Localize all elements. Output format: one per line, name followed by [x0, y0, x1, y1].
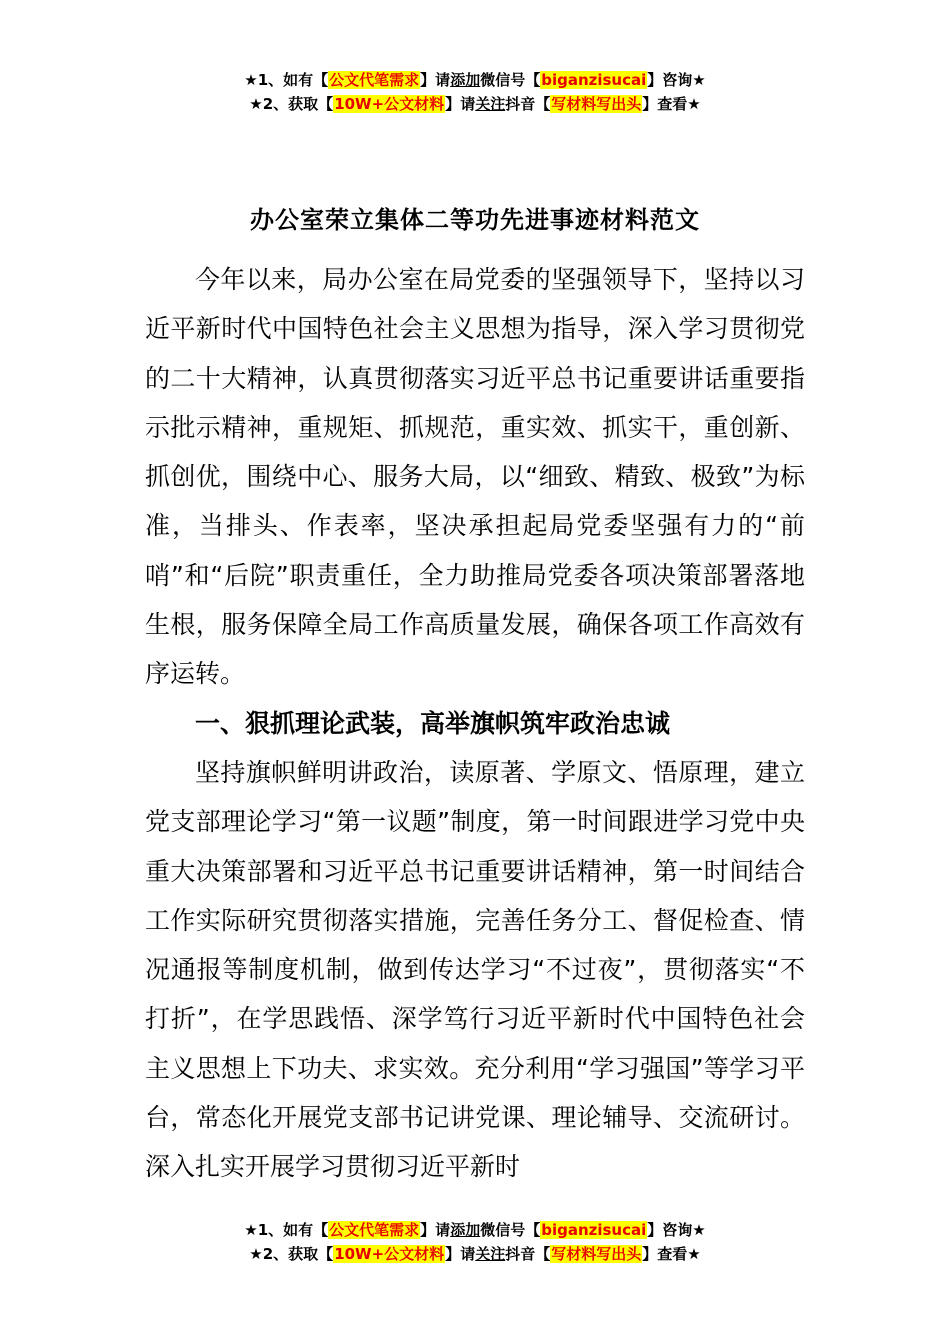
intro-paragraph: 今年以来，局办公室在局党委的坚强领导下，坚持以习近平新时代中国特色社会主义思想为指导，深入学习贯彻党的二十大精神，认真贯彻落实习近平总书记重要讲话重要指示批示精神，重规矩、抓规范，重实效、抓实干，重创新、抓创优，围绕中心、服务大局，以“细致、精致、极致”为标准，当排头、作表率，坚决承担起局党委坚强有力的“前哨”和“后院”职责重任，全力助推局党委各项决策部署落地生根，服务保障全局工作高质量发展，确保各项工作高效有序运转。 [145, 265, 805, 689]
banner-text: ★1、如有【 [244, 1221, 329, 1239]
section-paragraph: 坚持旗帜鲜明讲政治，读原著、学原文、悟原理，建立党支部理论学习“第一议题”制度，第一时间跟进学习党中央重大决策部署和习近平总书记重要讲话精神，第一时间结合工作实际研究贯彻落实措施，完善任务分工、督促检查、情况通报等制度机制，做到传达学习“不过夜”，贯彻落实“不打折”，在学思践悟、深学笃行习近平新时代中国特色社会主义思想上下功夫、求实效。充分利用“学习强国”等学习平台，常态化开展党支部书记讲党课、理论辅导、交流研讨。深入扎实开展学习贯彻习近平新时 [145, 757, 805, 1182]
section-heading: 一、狠抓理论武装，高举旗帜筑牢政治忠诚 [195, 708, 671, 738]
banner-underlined-text: 添加 [450, 1221, 481, 1239]
document-title: 办公室荣立集体二等功先进事迹材料范文 [250, 206, 700, 234]
banner-text: ★2、获取【 [249, 1245, 334, 1263]
banner-highlight: 10W+公文材料 [334, 95, 445, 113]
banner-text: 】咨询★ [647, 1221, 706, 1239]
banner-text: 】查看★ [642, 1245, 701, 1263]
banner-underlined-text: 添加 [450, 71, 481, 89]
banner-highlight: 10W+公文材料 [334, 1245, 445, 1263]
banner-line-1 [0, 1218, 950, 1242]
banner-underlined-text: 关注 [475, 1245, 506, 1263]
banner-text: ★2、获取【 [249, 95, 334, 113]
banner-highlight: biganzisucai [541, 1221, 647, 1239]
banner-text: 】查看★ [642, 95, 701, 113]
banner-text: 】请 [420, 1221, 451, 1239]
banner-line-1 [0, 68, 950, 92]
banner-underlined-text: 关注 [475, 95, 506, 113]
banner-highlight: 公文代笔需求 [329, 1221, 420, 1239]
banner-text: 】咨询★ [647, 71, 706, 89]
banner-line-2 [0, 92, 950, 116]
document-body [145, 255, 805, 1192]
banner-text: 微信号【 [480, 1221, 541, 1239]
banner-highlight: 公文代笔需求 [329, 71, 420, 89]
banner-text: 抖音【 [505, 1245, 551, 1263]
banner-text: 微信号【 [480, 71, 541, 89]
banner-highlight: biganzisucai [541, 71, 647, 89]
banner-text: ★1、如有【 [244, 71, 329, 89]
banner-text: 抖音【 [505, 95, 551, 113]
footer-banner [0, 1218, 950, 1266]
banner-line-2 [0, 1242, 950, 1266]
header-banner [0, 68, 950, 116]
banner-text: 】请 [420, 71, 451, 89]
banner-text: 】请 [445, 1245, 476, 1263]
banner-text: 】请 [445, 95, 476, 113]
banner-highlight: 写材料写出头 [551, 95, 642, 113]
banner-highlight: 写材料写出头 [551, 1245, 642, 1263]
